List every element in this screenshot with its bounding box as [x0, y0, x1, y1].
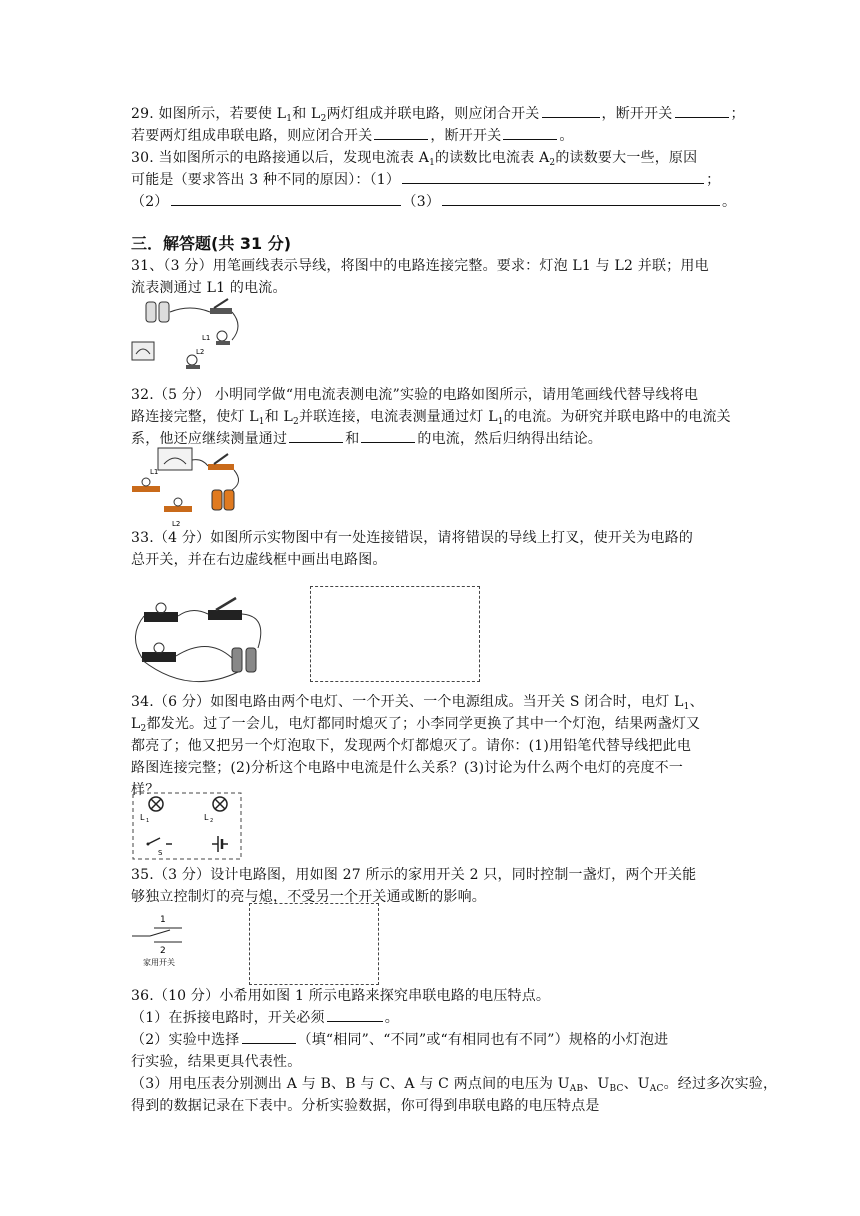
answer-blank[interactable] — [327, 1007, 383, 1022]
answer-blank[interactable] — [171, 191, 401, 206]
bulb-icon — [217, 331, 227, 341]
svg-text:S: S — [158, 849, 163, 857]
svg-text:L1: L1 — [202, 334, 211, 342]
q30-line-2: 可能是（要求答出 3 种不同的原因）：（1） ； — [131, 169, 731, 191]
answer-blank[interactable] — [374, 125, 428, 140]
q30-line-3: （2） （3） 。 — [131, 191, 731, 213]
answer-dashed-box[interactable] — [310, 586, 480, 682]
svg-text:L: L — [204, 813, 209, 822]
q36-line-1: 36.（10 分）小希用如图 1 所示电路来探究串联电路的电压特点。 — [131, 988, 551, 1004]
answer-blank[interactable] — [675, 103, 729, 118]
svg-text:2: 2 — [160, 946, 166, 956]
q29-line-2: 若要两灯组成串联电路，则应闭合开关 ，断开开关 。 — [131, 125, 731, 147]
q35-line-2: 够独立控制灯的亮与熄，不受另一个开关通或断的影响。 — [131, 889, 486, 905]
q34-line-1: 34.（6 分）如图电路由两个电灯、一个开关、一个电源组成。当开关 S 闭合时，电灯 $L_1$、 — [131, 694, 704, 712]
switch-icon — [210, 308, 232, 314]
q36-line-5: （3）用电压表分别测出 A 与 B、B 与 C、A 与 C 两点间的电压为 $U_{AB}$、$U_{BC}$、$U_{AC}$。经过多次实验， — [131, 1076, 778, 1094]
svg-text:L2: L2 — [196, 348, 205, 356]
q36-line-6: 得到的数据记录在下表中。分析实验数据，你可得到串联电路的电压特点是 — [131, 1098, 600, 1114]
q34-line-4: 路图连接完整；(2)分析这个电路中电流是什么关系？(3)讨论为什么两个电灯的亮度不一 — [131, 760, 684, 776]
q29-text: 29. 如图所示，若要使 L — [131, 106, 287, 122]
q32-line-3: 系，他还应继续测量通过 和 的电流，然后归纳得出结论。 — [131, 428, 731, 450]
q34-line-3: 都亮了；他又把另一个灯泡取下，发现两个灯都熄灭了。请你：(1)用铅笔代替导线把此电 — [131, 738, 692, 754]
answer-blank[interactable] — [503, 125, 557, 140]
q33-line-2: 总开关，并在右边虚线框中画出电路图。 — [131, 552, 387, 568]
q36-line-4: 行实验，结果更具代表性。 — [131, 1054, 302, 1070]
q31-circuit-figure — [130, 296, 250, 374]
answer-blank[interactable] — [361, 428, 415, 443]
answer-blank[interactable] — [442, 191, 720, 206]
ammeter-icon — [158, 448, 192, 470]
bulb-icon — [187, 355, 197, 365]
battery-icon — [159, 302, 169, 322]
svg-text:家用开关: 家用开关 — [143, 958, 175, 967]
q35-line-1: 35.（3 分）设计电路图，用如图 27 所示的家用开关 2 只，同时控制一盏灯，两个开关能 — [131, 867, 697, 883]
battery-icon — [246, 648, 256, 672]
svg-text:L2: L2 — [172, 520, 181, 528]
answer-dashed-box[interactable] — [249, 903, 379, 985]
switch-icon — [208, 464, 234, 470]
battery-icon — [224, 490, 234, 510]
battery-icon — [212, 490, 222, 510]
answer-blank[interactable] — [242, 1029, 296, 1044]
svg-text:1: 1 — [146, 818, 150, 824]
q34-line-2: $L_2$都发光。过了一会儿，电灯都同时熄灭了；小李同学更换了其中一个灯泡，结果两盏灯又 — [131, 716, 701, 734]
answer-blank[interactable] — [542, 103, 600, 118]
q35-switch-figure — [132, 910, 188, 968]
svg-text:2: 2 — [210, 818, 214, 824]
q36-line-2: （1）在拆接电路时，开关必须 。 — [131, 1007, 731, 1029]
q30-line-1: 30. 当如图所示的电路接通以后，发现电流表 $A_1$的读数比电流表 $A_2$的读数要大一些，原因 — [131, 150, 698, 168]
switch-icon — [208, 610, 242, 620]
section-heading: 三．解答题(共 31 分) — [131, 234, 292, 253]
q32-line-2: 路连接完整，使灯 $L_1$和 $L_2$并联连接，电流表测量通过灯 $L_1$的电流。为研究并联电路中的电流关 — [131, 409, 731, 427]
q34-line-5: 样？ — [131, 782, 160, 798]
q29-line-1: 29. 如图所示，若要使 $L_1$和 $L_2$两灯组成并联电路，则应闭合开关 ，断开开关 ； — [131, 103, 731, 130]
q32-circuit-figure — [128, 446, 248, 530]
answer-blank[interactable] — [289, 428, 343, 443]
answer-blank[interactable] — [402, 169, 704, 184]
q33-circuit-figure — [128, 596, 276, 686]
q33-line-1: 33.（4 分）如图所示实物图中有一处连接错误，请将错误的导线上打叉，使开关为电路的 — [131, 530, 694, 546]
q31-line-2: 流表测通过 L1 的电流。 — [131, 280, 287, 296]
bulb-icon — [156, 603, 166, 613]
q36-line-3: （2）实验中选择 （填“相同”、“不同”或“有相同也有不同”）规格的小灯泡进 — [131, 1029, 731, 1051]
battery-icon — [232, 648, 242, 672]
q31-line-1: 31、（3 分）用笔画线表示导线，将图中的电路连接完整。要求：灯泡 L1 与 L2 并联；用电 — [131, 258, 709, 274]
svg-text:L: L — [140, 813, 145, 822]
bulb-icon — [142, 478, 150, 486]
q34-circuit-figure — [132, 792, 244, 862]
battery-icon — [146, 302, 156, 322]
svg-text:L1: L1 — [150, 468, 159, 476]
q32-line-1: 32.（5 分） 小明同学做“用电流表测电流”实验的电路如图所示，请用笔画线代替导线将电 — [131, 387, 699, 403]
bulb-icon — [154, 643, 164, 653]
svg-text:1: 1 — [160, 915, 166, 925]
bulb-icon — [174, 498, 182, 506]
ammeter-icon — [132, 342, 154, 360]
